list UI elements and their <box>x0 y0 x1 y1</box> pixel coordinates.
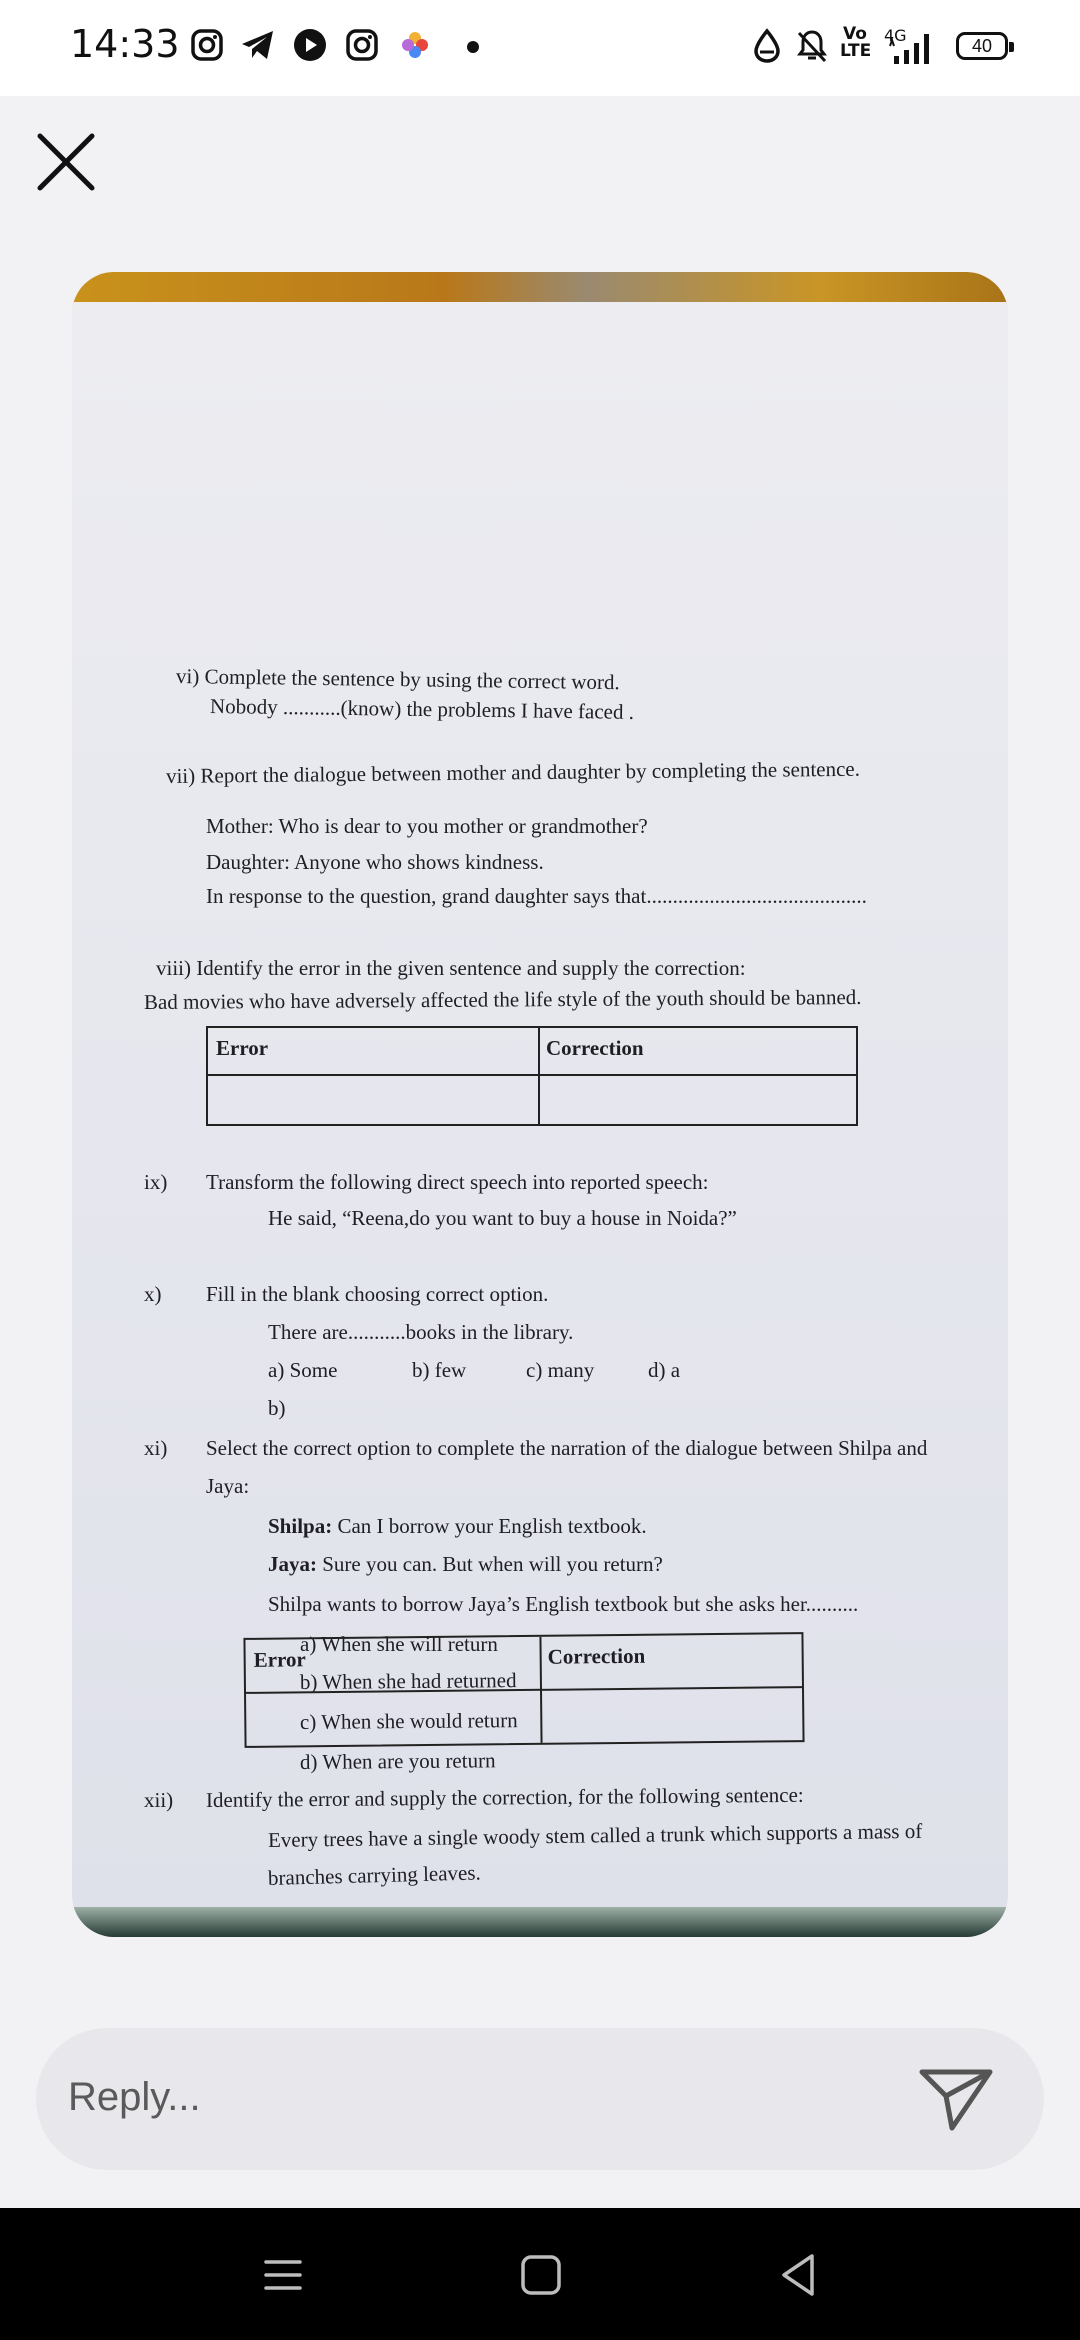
q7-number: vii) <box>165 763 196 788</box>
instagram-icon <box>190 28 224 62</box>
back-icon[interactable] <box>772 2248 826 2302</box>
q12-number: xii) <box>144 1788 174 1812</box>
battery-icon: 40 <box>956 32 1008 60</box>
photo-background-top <box>72 272 1008 306</box>
q6-line: Nobody ...........(know) the problems I have faced . <box>209 694 635 724</box>
q6-number: vi) <box>175 664 200 689</box>
recent-apps-icon[interactable] <box>256 2248 310 2302</box>
q8-number: viii) <box>156 956 191 980</box>
q11-option-b: b) When she had returned <box>299 1668 517 1694</box>
q8-sentence: Bad movies who have adversely affected the life style of the youth should be banned. <box>143 984 862 1014</box>
data-saver-icon <box>752 28 782 64</box>
q8-error-header: Error <box>208 1028 540 1076</box>
photo-background-bottom <box>72 1907 1008 1937</box>
send-icon[interactable] <box>916 2064 996 2136</box>
q10-option-a: a) Some <box>268 1358 338 1382</box>
q9-speech: He said, “Reena,do you want to buy a house in Noida?” <box>268 1206 737 1230</box>
q10-option-c: c) many <box>526 1358 595 1382</box>
q11-prompt: Select the correct option to complete the narration of the dialogue between Shilpa and <box>206 1436 928 1460</box>
status-bar <box>0 0 1080 96</box>
q7-mother: Mother: Who is dear to you mother or grandmother? <box>206 814 648 838</box>
q12-error-header: Error <box>245 1637 542 1694</box>
volte-icon: Vo LTE <box>840 24 872 61</box>
navigation-bar <box>0 2208 1080 2340</box>
home-icon[interactable] <box>514 2248 568 2302</box>
q11-option-c: c) When she would return <box>299 1708 518 1734</box>
q10-option-d: d) a <box>648 1358 681 1382</box>
close-icon[interactable] <box>34 130 98 194</box>
q10-line: There are...........books in the library. <box>268 1320 574 1344</box>
mute-icon <box>796 28 828 64</box>
q12-sentence-line1: Every trees have a single woody stem called a trunk which supports a mass of <box>267 1818 923 1852</box>
q11-shilpa-label: Shilpa: <box>268 1514 333 1538</box>
q12-sentence-line2: branches carrying leaves. <box>267 1860 482 1890</box>
q12-prompt: Identify the error and supply the correction, for the following sentence: <box>205 1782 804 1812</box>
q8-answer-table <box>206 1026 858 1126</box>
q10-option-b: b) few <box>412 1358 467 1382</box>
q7-response: In response to the question, grand daughter says that.......................................... <box>206 884 867 908</box>
q12-answer-table <box>243 1632 804 1748</box>
q10-extra: b) <box>268 1396 286 1420</box>
story-photo <box>72 272 1008 1937</box>
q11-option-d: d) When are you return <box>299 1748 496 1774</box>
signal-icon <box>886 26 940 66</box>
q8-error-cell <box>208 1074 540 1124</box>
q11-option-a: a) When she will return <box>300 1632 498 1656</box>
q9-number: ix) <box>144 1170 168 1194</box>
network-type-label: 4G <box>884 26 907 45</box>
instagram-icon <box>345 28 379 62</box>
q6-prompt: Complete the sentence by using the correct word. <box>204 664 620 695</box>
q9-prompt: Transform the following direct speech into reported speech: <box>206 1170 709 1194</box>
reply-bar <box>36 2028 1044 2170</box>
youtube-icon <box>292 28 328 62</box>
dot-icon <box>466 40 480 54</box>
q10-number: x) <box>144 1282 162 1306</box>
q11-shilpa-text: Can I borrow your English textbook. <box>332 1514 647 1538</box>
status-time: 14:33 <box>70 22 180 66</box>
telegram-icon <box>240 28 276 62</box>
reply-input[interactable] <box>66 2066 890 2128</box>
q12-correction-header: Correction <box>539 1634 802 1691</box>
q11-line: Shilpa wants to borrow Jaya’s English textbook but she asks her.......... <box>268 1592 859 1616</box>
q11-number: xi) <box>144 1436 168 1460</box>
q11-prompt-continued: Jaya: <box>206 1474 250 1498</box>
q11-jaya-text: Sure you can. But when will you return? <box>317 1552 663 1576</box>
q12-error-cell <box>246 1689 543 1746</box>
q10-prompt: Fill in the blank choosing correct option. <box>206 1282 549 1306</box>
q7-prompt: Report the dialogue between mother and daughter by completing the sentence. <box>200 756 861 788</box>
photos-icon <box>398 28 432 62</box>
q8-correction-header: Correction <box>538 1028 856 1076</box>
q7-daughter: Daughter: Anyone who shows kindness. <box>206 850 544 874</box>
q11-jaya-label: Jaya: <box>268 1552 317 1576</box>
q8-prompt: Identify the error in the given sentence and supply the correction: <box>196 956 746 980</box>
